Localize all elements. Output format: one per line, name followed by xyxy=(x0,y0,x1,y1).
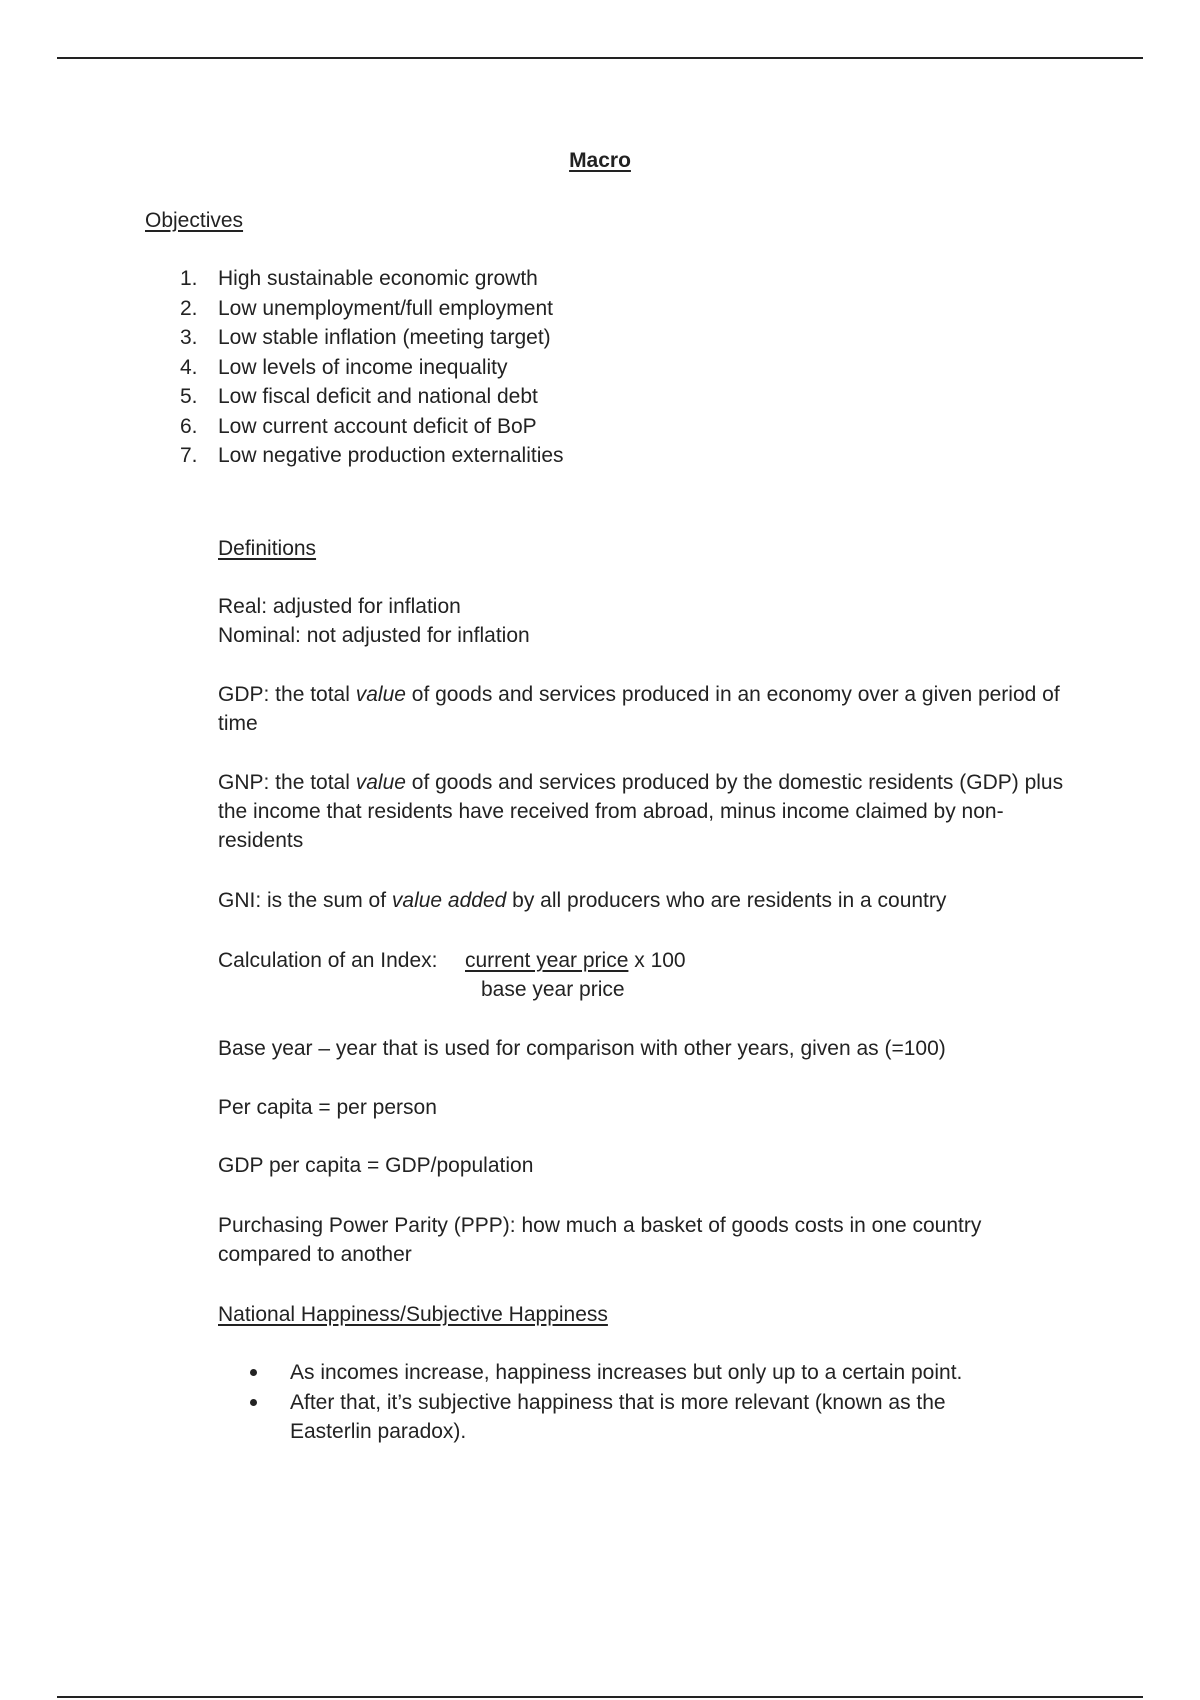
list-item xyxy=(158,264,564,294)
list-item xyxy=(158,441,564,471)
list-item xyxy=(218,1358,1018,1387)
list-item-number: 7. xyxy=(180,444,198,467)
ppp-definition: Purchasing Power Parity (PPP): how much a basket of goods costs in one country compared to another xyxy=(218,1214,982,1266)
index-numerator-line xyxy=(465,946,686,975)
list-item xyxy=(158,323,564,353)
bullet-icon xyxy=(250,1399,257,1406)
gnp-emphasis: value xyxy=(355,771,406,794)
definitions-heading: Definitions xyxy=(218,537,317,560)
gni-emphasis: value added xyxy=(391,889,507,912)
list-item xyxy=(218,1388,1018,1446)
real-definition: Real: adjusted for inflation xyxy=(218,595,461,618)
list-item-text: Low fiscal deficit and national debt xyxy=(218,385,538,408)
list-item-number: 1. xyxy=(180,267,198,290)
list-item xyxy=(158,412,564,442)
list-item-text: High sustainable economic growth xyxy=(218,267,538,290)
gdp-text-end: of goods and services produced in an economy over a given period of time xyxy=(218,683,1060,735)
gni-definition xyxy=(218,886,1078,915)
gni-text-end: by all producers who are residents in a country xyxy=(506,889,947,912)
index-multiplier: x 100 xyxy=(628,949,686,972)
gdp-emphasis: value xyxy=(355,683,406,706)
list-item-number: 6. xyxy=(180,414,198,438)
index-numerator: current year price xyxy=(465,949,629,972)
list-item xyxy=(158,382,564,412)
objectives-list xyxy=(158,264,564,471)
per-capita-definition: Per capita = per person xyxy=(218,1096,437,1119)
list-item-text: Low negative production externalities xyxy=(218,444,564,467)
list-item-text: Low levels of income inequality xyxy=(218,355,508,379)
happiness-heading: National Happiness/Subjective Happiness xyxy=(218,1303,608,1326)
gdp-per-capita-definition: GDP per capita = GDP/population xyxy=(218,1154,534,1177)
list-item-text: Low unemployment/full employment xyxy=(218,296,553,320)
gni-text-start: GNI: is the sum of xyxy=(218,889,392,912)
list-item xyxy=(158,353,564,383)
list-item xyxy=(158,294,564,324)
list-item-text: Low stable inflation (meeting target) xyxy=(218,326,551,349)
gdp-definition xyxy=(218,680,1078,738)
gnp-text-start: GNP: the total xyxy=(218,771,356,794)
bottom-divider xyxy=(57,1696,1143,1698)
bullet-icon xyxy=(250,1369,257,1376)
list-item-number: 5. xyxy=(180,385,198,408)
happiness-list xyxy=(218,1358,1018,1447)
page-title: Macro xyxy=(569,149,631,172)
list-item-text: After that, it’s subjective happiness that is more relevant (known as the Easterlin paradox). xyxy=(290,1391,946,1443)
index-label: Calculation of an Index: xyxy=(218,949,438,972)
list-item-number: 4. xyxy=(180,355,198,379)
base-year-definition: Base year – year that is used for comparison with other years, given as (=100) xyxy=(218,1037,946,1060)
list-item-text: Low current account deficit of BoP xyxy=(218,414,537,438)
gnp-text-end: of goods and services produced by the domestic residents (GDP) plus the income that residents have received from abroad, minus income claimed by non-residents xyxy=(218,771,1064,852)
list-item-number: 3. xyxy=(180,326,198,349)
nominal-definition: Nominal: not adjusted for inflation xyxy=(218,624,530,647)
list-item-text: As incomes increase, happiness increases but only up to a certain point. xyxy=(290,1361,963,1384)
gdp-text-start: GDP: the total xyxy=(218,683,356,706)
list-item-number: 2. xyxy=(180,296,198,320)
index-denominator: base year price xyxy=(481,978,625,1001)
objectives-heading: Objectives xyxy=(145,209,244,232)
gnp-definition xyxy=(218,768,1088,855)
